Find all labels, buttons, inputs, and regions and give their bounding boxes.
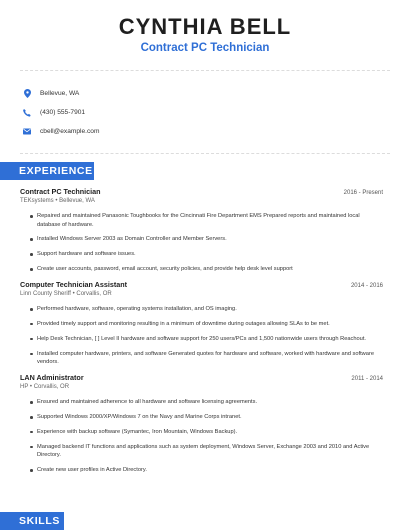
experience-list <box>0 187 410 481</box>
phone-icon <box>22 108 32 118</box>
job-title: LAN Administrator <box>20 373 84 383</box>
job-bullet: Installed computer hardware, printers, and software Generated quotes for hardware and software, worked with hardware and software vendors. <box>30 350 383 367</box>
contact-email <box>22 122 410 141</box>
job-company: Linn County Sheriff <box>20 291 71 298</box>
job-entry <box>0 373 410 475</box>
candidate-name: CYNTHIA BELL <box>118 14 292 39</box>
job-entry <box>0 187 410 274</box>
job-company: TEKsystems <box>20 198 54 204</box>
job-dates: 2016 - Present <box>343 190 383 196</box>
job-bullet: Installed Windows Server 2003 as Domain Controller and Member Servers. <box>30 235 383 244</box>
job-location: Corvallis, OR <box>33 384 70 391</box>
contact-location-text: Bellevue, WA <box>40 90 80 97</box>
job-entry <box>0 280 410 367</box>
job-bullet: Supported Windows 2000/XP/Windows 7 on the Navy and Marine Corps intranet. <box>30 413 383 422</box>
job-bullet: Create user accounts, password, email account, security policies, and provide help desk level support <box>30 265 383 274</box>
job-bullet: Performed hardware, software, operating systems installation, and OS imaging. <box>30 305 383 314</box>
job-company: HP <box>20 384 29 391</box>
job-bullets <box>20 305 383 367</box>
experience-section-heading: EXPERIENCE <box>0 162 94 180</box>
job-title: Computer Technician Assistant <box>20 280 128 290</box>
candidate-title: Contract PC Technician <box>140 42 270 54</box>
job-dates: 2014 - 2016 <box>350 283 383 290</box>
job-title: Contract PC Technician <box>20 187 101 196</box>
job-bullet: Experience with backup software (Symantec, Iron Mountain, Windows Backup). <box>30 428 383 437</box>
job-location: Bellevue, WA <box>59 198 95 204</box>
job-organization <box>20 198 383 208</box>
job-bullet: Create new user profiles in Active Directory. <box>30 466 383 475</box>
job-bullets <box>20 398 383 475</box>
email-icon <box>22 127 32 137</box>
job-bullet: Provided timely support and monitoring resulting in a minimum of downtime during outages allowing SLAs to be met. <box>30 320 383 329</box>
job-organization <box>20 384 383 394</box>
resume-header <box>0 0 410 56</box>
job-bullet: Help Desk Technician, [ ] Level II hardware and software support for 250 users/PCs and 1,500 nationwide users through Reachout. <box>30 335 383 344</box>
contact-phone-text: (430) 555-7901 <box>40 109 86 116</box>
job-separator: • <box>29 384 33 391</box>
location-pin-icon <box>22 89 32 99</box>
job-bullets <box>20 212 383 274</box>
contact-phone <box>22 103 410 122</box>
job-bullet: Managed backend IT functions and applications such as system deployment, Windows Server, Exchange 2003 and 2010 and Active Directory. <box>30 443 383 460</box>
contact-list <box>0 71 410 153</box>
contact-email-text: cbell@example.com <box>40 128 100 135</box>
job-dates: 2011 - 2014 <box>351 376 383 383</box>
job-separator: • <box>72 291 75 298</box>
contact-divider <box>20 153 390 154</box>
job-separator: • <box>55 198 58 204</box>
skills-section-heading: SKILLS <box>0 512 64 530</box>
job-bullet: Support hardware and software issues. <box>30 250 383 259</box>
job-bullet: Ensured and maintained adherence to all hardware and software licensing agreements. <box>30 398 383 407</box>
job-bullet: Repaired and maintained Panasonic Toughbooks for the Cincinnati Fire Department EMS Prepared reports and maintained local database of hardware. <box>30 212 383 229</box>
job-location: Corvallis, OR <box>76 291 112 298</box>
contact-location <box>22 84 410 103</box>
job-organization <box>20 291 383 301</box>
